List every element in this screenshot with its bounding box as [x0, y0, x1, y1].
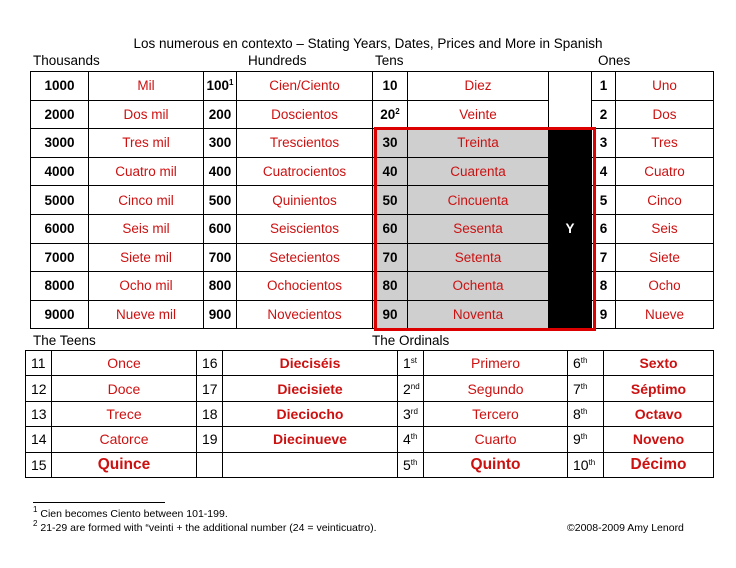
ordinal-number-value: 1	[403, 355, 411, 372]
ones-number-value: 8	[599, 278, 608, 294]
ones-word: Dos	[616, 100, 714, 129]
thousands-number-value: 7000	[44, 249, 75, 265]
hundreds-number-value: 200	[208, 106, 232, 122]
thousands-number-value: 5000	[44, 192, 75, 208]
ordinal-suffix-2: th	[580, 406, 588, 416]
ones-number	[592, 214, 616, 243]
ones-number-value: 2	[599, 106, 608, 122]
y-connector: Y	[549, 129, 592, 329]
ordinal-number	[398, 452, 424, 477]
table-row	[31, 214, 714, 243]
footnote-2: $^2$ 21-29 are formed with “veinti + the additional number (24 = veinticuatro).	[33, 519, 377, 534]
thousands-number	[31, 214, 89, 243]
ones-number	[592, 243, 616, 272]
hundreds-word: Trescientos	[237, 129, 373, 158]
ordinal-suffix-2: th	[580, 356, 588, 366]
table-row	[26, 401, 714, 426]
tens-word: Noventa	[408, 300, 549, 329]
ordinal-suffix: th	[410, 432, 418, 442]
teen-word: Once	[52, 351, 197, 376]
tens-number	[373, 157, 408, 186]
teens-ordinals-body	[26, 351, 714, 478]
tens-number-sup: 2	[395, 106, 400, 116]
ordinal-number-2-value: 6	[573, 355, 581, 372]
thousands-word: Tres mil	[89, 129, 204, 158]
ordinal-number-value: 2	[403, 380, 411, 397]
teen-word-2	[223, 452, 398, 477]
ones-number	[592, 157, 616, 186]
teen-number-2	[197, 452, 223, 477]
section-ordinals: The Ordinals	[372, 333, 450, 348]
thousands-number	[31, 157, 89, 186]
ordinal-word-2: Sexto	[604, 351, 714, 376]
hundreds-number	[204, 214, 237, 243]
tens-number-value: 70	[382, 249, 398, 265]
hundreds-number-value: 400	[208, 164, 232, 180]
thousands-number	[31, 272, 89, 301]
hundreds-number-value: 500	[208, 192, 232, 208]
ones-number	[592, 272, 616, 301]
thousands-number	[31, 186, 89, 215]
thousands-number	[31, 129, 89, 158]
ones-word: Cinco	[616, 186, 714, 215]
section-ones: Ones	[598, 53, 631, 68]
thousands-word: Siete mil	[89, 243, 204, 272]
tens-word: Setenta	[408, 243, 549, 272]
ordinal-number-2-value: 8	[573, 405, 581, 422]
thousands-number-value: 8000	[44, 278, 75, 294]
ordinal-number-2-value: 9	[573, 431, 581, 448]
teen-word: Catorce	[52, 427, 197, 452]
hundreds-word: Cien/Ciento	[237, 72, 373, 101]
teen-word: Doce	[52, 376, 197, 401]
thousands-number	[31, 300, 89, 329]
teen-word: Quince	[52, 452, 197, 477]
thousands-word: Seis mil	[89, 214, 204, 243]
teen-word: Trece	[52, 401, 197, 426]
hundreds-word: Setecientos	[237, 243, 373, 272]
hundreds-word: Seiscientos	[237, 214, 373, 243]
ones-number	[592, 129, 616, 158]
thousands-word: Cuatro mil	[89, 157, 204, 186]
ones-word: Cuatro	[616, 157, 714, 186]
tens-number	[373, 214, 408, 243]
teen-number-2: 18	[197, 401, 223, 426]
ordinal-word: Cuarto	[424, 427, 568, 452]
thousands-number	[31, 243, 89, 272]
ones-number	[592, 72, 616, 101]
ordinal-number-2-value: 10	[573, 456, 589, 473]
table-row	[31, 72, 714, 101]
hundreds-word: Quinientos	[237, 186, 373, 215]
ordinal-number-2	[568, 351, 604, 376]
ordinal-suffix: st	[410, 356, 418, 366]
teen-number: 14	[26, 427, 52, 452]
table-row	[31, 157, 714, 186]
ordinal-number-2	[568, 401, 604, 426]
tens-number-value: 40	[382, 164, 398, 180]
ordinal-word: Quinto	[424, 452, 568, 477]
table-row	[26, 452, 714, 477]
thousands-number	[31, 72, 89, 101]
tens-number	[373, 272, 408, 301]
tens-word: Cincuenta	[408, 186, 549, 215]
footnote-1: $^1$ Cien becomes Ciento between 101-199.	[33, 505, 228, 520]
ones-number-value: 9	[599, 307, 608, 323]
thousands-number-value: 3000	[44, 135, 75, 151]
footnote-divider	[33, 502, 165, 503]
table-row	[31, 100, 714, 129]
ones-number	[592, 186, 616, 215]
ones-word: Ocho	[616, 272, 714, 301]
tens-word: Sesenta	[408, 214, 549, 243]
tens-number-value: 10	[382, 78, 398, 94]
ones-word: Seis	[616, 214, 714, 243]
page-title: Los numerous en contexto – Stating Years, Dates, Prices and More in Spanish	[133, 36, 603, 51]
ordinal-number-value: 3	[403, 405, 411, 422]
tens-word: Cuarenta	[408, 157, 549, 186]
ordinal-word-2: Noveno	[604, 427, 714, 452]
teen-word-2: Dieciocho	[223, 401, 398, 426]
ordinal-number	[398, 427, 424, 452]
tens-number-value: 20	[380, 106, 396, 122]
hundreds-number	[204, 300, 237, 329]
table-row	[31, 300, 714, 329]
thousands-number-value: 6000	[44, 221, 75, 237]
tens-number-value: 80	[382, 278, 398, 294]
ordinal-number-value: 4	[403, 431, 411, 448]
hundreds-number-value: 900	[208, 307, 232, 323]
table-row	[26, 376, 714, 401]
ordinal-number	[398, 351, 424, 376]
section-hundreds: Hundreds	[248, 53, 307, 68]
ordinal-word-2: Séptimo	[604, 376, 714, 401]
table-row	[26, 427, 714, 452]
ordinal-number-2	[568, 452, 604, 477]
ordinal-number	[398, 376, 424, 401]
thousands-number	[31, 100, 89, 129]
ones-number-value: 5	[599, 192, 608, 208]
hundreds-word: Ochocientos	[237, 272, 373, 301]
teen-number-2: 17	[197, 376, 223, 401]
thousands-word: Ocho mil	[89, 272, 204, 301]
teen-number: 12	[26, 376, 52, 401]
table-row	[31, 243, 714, 272]
tens-number	[373, 186, 408, 215]
thousands-word: Cinco mil	[89, 186, 204, 215]
numbers-table-body	[31, 72, 714, 329]
tens-word: Ochenta	[408, 272, 549, 301]
ordinal-word: Primero	[424, 351, 568, 376]
hundreds-word: Cuatrocientos	[237, 157, 373, 186]
ordinal-suffix-2: th	[588, 457, 596, 467]
teen-word-2: Diecinueve	[223, 427, 398, 452]
ordinal-suffix: th	[410, 457, 418, 467]
ordinal-number-2	[568, 376, 604, 401]
thousands-number-value: 4000	[44, 164, 75, 180]
tens-word: Veinte	[408, 100, 549, 129]
hundreds-number-value: 600	[208, 221, 232, 237]
thousands-word: Dos mil	[89, 100, 204, 129]
teen-number: 11	[26, 351, 52, 376]
tens-number-value: 50	[382, 192, 398, 208]
ordinal-word-2: Décimo	[604, 452, 714, 477]
teen-word-2: Dieciséis	[223, 351, 398, 376]
thousands-word: Nueve mil	[89, 300, 204, 329]
tens-number	[373, 300, 408, 329]
ordinal-number	[398, 401, 424, 426]
hundreds-number	[204, 272, 237, 301]
ones-number-value: 4	[599, 164, 608, 180]
teens-ordinals-table	[25, 350, 714, 478]
table-row	[26, 351, 714, 376]
ordinal-suffix: rd	[410, 406, 418, 416]
section-thousands: Thousands	[33, 53, 100, 68]
hundreds-number	[204, 72, 237, 101]
ones-word: Uno	[616, 72, 714, 101]
tens-word: Diez	[408, 72, 549, 101]
ones-number	[592, 300, 616, 329]
hundreds-word: Doscientos	[237, 100, 373, 129]
hundreds-number	[204, 186, 237, 215]
thousands-number-value: 9000	[44, 307, 75, 323]
table-row	[31, 129, 714, 158]
ones-number-value: 1	[599, 78, 608, 94]
hundreds-number-value: 800	[208, 278, 232, 294]
teen-number-2: 19	[197, 427, 223, 452]
tens-number	[373, 100, 408, 129]
tens-number	[373, 243, 408, 272]
teen-word-2: Diecisiete	[223, 376, 398, 401]
ordinal-word-2: Octavo	[604, 401, 714, 426]
section-teens: The Teens	[33, 333, 96, 348]
ones-number-value: 7	[599, 249, 608, 265]
hundreds-number	[204, 129, 237, 158]
ones-number-value: 3	[599, 135, 608, 151]
section-tens: Tens	[375, 53, 404, 68]
tens-number-value: 90	[382, 307, 398, 323]
thousands-word: Mil	[89, 72, 204, 101]
ordinal-number-2-value: 7	[573, 380, 581, 397]
teen-number: 13	[26, 401, 52, 426]
table-row	[31, 272, 714, 301]
tens-number	[373, 129, 408, 158]
tens-number	[373, 72, 408, 101]
thousands-number-value: 1000	[44, 78, 75, 94]
hundreds-number-sup: 1	[229, 78, 234, 88]
ordinal-suffix-2: th	[580, 381, 588, 391]
ordinal-word: Tercero	[424, 401, 568, 426]
hundreds-number	[204, 100, 237, 129]
hundreds-word: Novecientos	[237, 300, 373, 329]
ones-number-value: 6	[599, 221, 608, 237]
hundreds-number	[204, 243, 237, 272]
ordinal-word: Segundo	[424, 376, 568, 401]
ordinal-number-2	[568, 427, 604, 452]
teen-number: 15	[26, 452, 52, 477]
ordinal-number-value: 5	[403, 456, 411, 473]
ordinal-suffix-2: th	[580, 432, 588, 442]
tens-word: Treinta	[408, 129, 549, 158]
ones-number	[592, 100, 616, 129]
copyright: ©2008-2009 Amy Lenord	[567, 522, 684, 534]
numbers-table	[30, 71, 714, 329]
hundreds-number	[204, 157, 237, 186]
teen-number-2: 16	[197, 351, 223, 376]
tens-number-value: 30	[382, 135, 398, 151]
y-spacer	[549, 72, 592, 129]
ones-word: Siete	[616, 243, 714, 272]
table-row	[31, 186, 714, 215]
thousands-number-value: 2000	[44, 106, 75, 122]
hundreds-number-value: 700	[208, 249, 232, 265]
ordinal-suffix: nd	[410, 381, 420, 391]
hundreds-number-value: 100	[206, 78, 230, 94]
tens-number-value: 60	[382, 221, 398, 237]
ones-word: Nueve	[616, 300, 714, 329]
hundreds-number-value: 300	[208, 135, 232, 151]
ones-word: Tres	[616, 129, 714, 158]
